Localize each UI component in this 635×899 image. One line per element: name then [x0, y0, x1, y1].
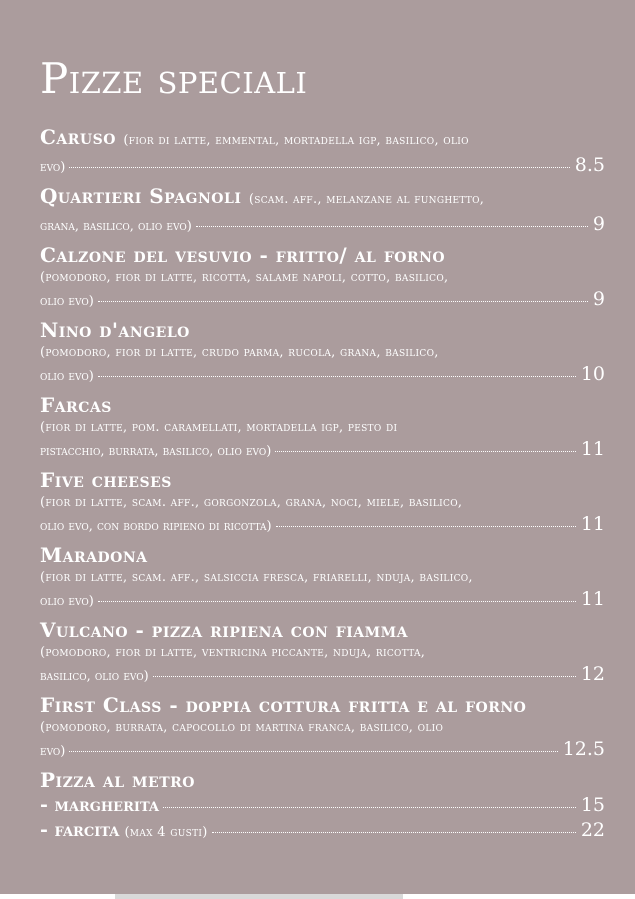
item-name-line: [40, 317, 605, 343]
item-description-end: evo): [40, 160, 66, 175]
menu-item: [40, 692, 605, 763]
item-description: (fior di latte, scam. aff., salsiccia fresca, friarelli, nduja, basilico,: [40, 570, 473, 585]
item-name: Quartieri Spagnoli: [40, 184, 242, 208]
item-name-line: [40, 467, 605, 493]
item-name: Nino d'angelo: [40, 318, 190, 342]
item-description: (fior di latte, pom. caramellati, mortadella igp, pesto di: [40, 420, 398, 435]
menu-item: [40, 542, 605, 613]
item-name: Five cheeses: [40, 468, 172, 492]
dot-leader: [69, 167, 569, 168]
item-name-line: [40, 692, 605, 718]
dot-leader: [275, 451, 575, 452]
item-price: 9: [592, 288, 605, 310]
price-line: [40, 663, 605, 688]
dot-leader: [196, 226, 588, 227]
price-line: [40, 288, 605, 313]
item-description-end: olio evo, con bordo ripieno di ricotta): [40, 519, 272, 534]
menu-item: [40, 317, 605, 388]
price-line: [40, 588, 605, 613]
section-heading: Pizza al metro: [40, 768, 195, 792]
metro-option-price: 15: [580, 794, 605, 816]
metro-option-label: - margherita: [40, 794, 160, 816]
page-title: Pizze speciali: [40, 54, 308, 103]
price-line: [40, 513, 605, 538]
horizontal-scrollbar[interactable]: [115, 894, 403, 899]
item-name: First Class - doppia cottura fritta e al forno: [40, 693, 527, 717]
item-name: Farcas: [40, 393, 112, 417]
metro-option-price: 22: [580, 819, 605, 841]
item-description: (pomodoro, fior di latte, ricotta, salame napoli, cotto, basilico,: [40, 270, 449, 285]
metro-option: [40, 818, 605, 845]
item-price: 12.5: [562, 738, 605, 760]
item-description-end: basilico, olio evo): [40, 669, 149, 684]
item-name-line: [40, 542, 605, 568]
menu-item: [40, 242, 605, 313]
menu-item: [40, 392, 605, 463]
metro-option: [40, 793, 605, 818]
item-description: (scam. aff., melanzane al funghetto,: [248, 192, 485, 207]
dot-leader: [98, 376, 576, 377]
price-line: [40, 438, 605, 463]
item-description: (pomodoro, fior di latte, ventricina piccante, nduja, ricotta,: [40, 645, 426, 660]
metro-option-label: - farcita: [40, 819, 120, 841]
item-name: Caruso: [40, 125, 116, 149]
dot-leader: [98, 301, 588, 302]
item-price: 8.5: [574, 154, 605, 176]
menu-item: [40, 617, 605, 688]
menu-item: [40, 183, 605, 238]
item-description-end: olio evo): [40, 369, 94, 384]
item-name-line: [40, 183, 605, 213]
price-line: [40, 213, 605, 238]
price-line: [40, 363, 605, 388]
item-description: (pomodoro, burrata, capocollo di martina franca, basilico, olio: [40, 720, 444, 735]
item-description-end: grana, basilico, olio evo): [40, 219, 192, 234]
pizza-al-metro-section: [40, 767, 605, 845]
price-line: [40, 154, 605, 179]
item-price: 11: [580, 588, 605, 610]
dot-leader: [69, 751, 557, 752]
item-price: 11: [580, 513, 605, 535]
menu-item: [40, 124, 605, 179]
item-description: (fior di latte, scam. aff., gorgonzola, grana, noci, miele, basilico,: [40, 495, 463, 510]
item-description: (fior di latte, emmental, mortadella igp, basilico, olio: [123, 133, 469, 148]
item-name: Vulcano - pizza ripiena con fiamma: [40, 618, 408, 642]
item-name: Calzone del vesuvio - fritto/ al forno: [40, 243, 446, 267]
item-description-end: olio evo): [40, 294, 94, 309]
metro-option-note: (max 4 gusti): [124, 825, 208, 840]
item-price: 9: [592, 213, 605, 235]
item-description: (pomodoro, fior di latte, crudo parma, rucola, grana, basilico,: [40, 345, 439, 360]
dot-leader: [276, 526, 576, 527]
item-price: 12: [580, 663, 605, 685]
item-price: 10: [580, 363, 605, 385]
dot-leader: [163, 807, 576, 808]
item-description-end: pistacchio, burrata, basilico, olio evo): [40, 444, 272, 459]
item-name-line: [40, 617, 605, 643]
item-name: Maradona: [40, 543, 148, 567]
item-name-line: [40, 392, 605, 418]
dot-leader: [212, 832, 576, 833]
item-description-end: evo): [40, 744, 66, 759]
price-line: [40, 738, 605, 763]
item-name-line: [40, 124, 605, 154]
item-description-end: olio evo): [40, 594, 94, 609]
menu-item: [40, 467, 605, 538]
item-name-line: [40, 242, 605, 268]
menu-items-list: [40, 124, 605, 763]
dot-leader: [98, 601, 576, 602]
item-price: 11: [580, 438, 605, 460]
dot-leader: [153, 676, 576, 677]
